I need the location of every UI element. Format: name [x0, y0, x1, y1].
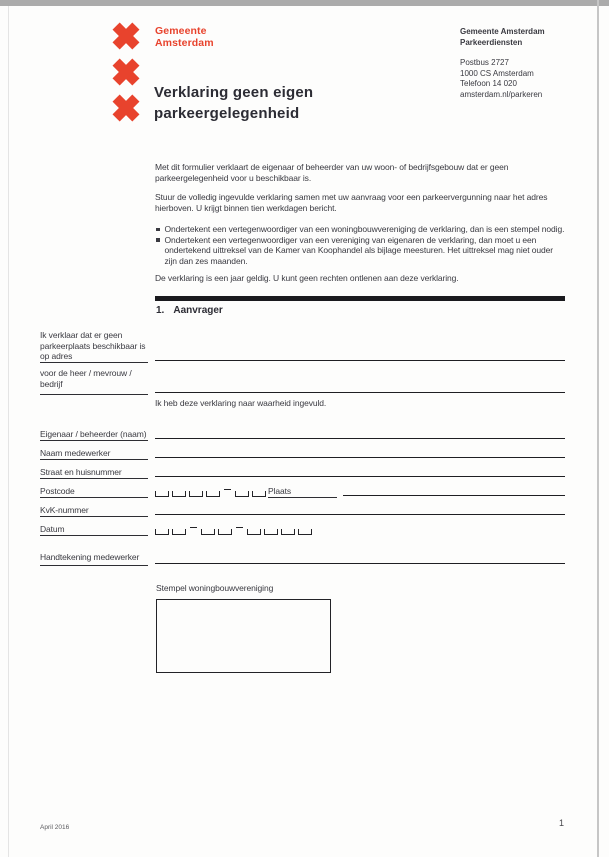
label-underline	[40, 535, 148, 536]
intro-paragraph-1: Met dit formulier verklaart de eigenaar of beheerder van uw woon- of bedrijfsgebouw dat er geen parkeergelegenheid voor u beschikbaar is.	[155, 162, 509, 183]
field-label-signature: Handtekening medewerker	[40, 552, 140, 562]
field-label-stamp: Stempel woningbouwvereniging	[156, 583, 274, 593]
field-label-city: Plaats	[268, 486, 292, 496]
char-box[interactable]	[298, 529, 312, 535]
truth-note: Ik heb deze verklaring naar waarheid ingevuld.	[155, 398, 327, 408]
square-bullet-icon	[156, 228, 160, 232]
label-underline	[40, 565, 148, 566]
char-box[interactable]	[281, 529, 295, 535]
amsterdam-cross-icon	[110, 56, 142, 88]
contact-postcode: 1000 CS Amsterdam	[460, 68, 534, 78]
field-label-date: Datum	[40, 524, 65, 534]
title-line2: parkeergelegenheid	[154, 105, 300, 122]
label-underline	[40, 440, 148, 441]
footer-date: April 2016	[40, 824, 70, 831]
logo-line1: Gemeente	[155, 25, 207, 37]
label-underline	[40, 362, 148, 363]
char-box[interactable]	[218, 529, 232, 535]
title-line1: Verklaring geen eigen	[154, 84, 314, 101]
square-bullet-icon	[156, 238, 160, 242]
field-label-address: Ik verklaar dat er geen parkeerplaats beschikbaar is op adres	[40, 330, 146, 361]
contact-block	[460, 27, 590, 100]
intro-paragraph-3: De verklaring is een jaar geldig. U kunt geen rechten ontlenen aan deze verklaring.	[155, 273, 459, 283]
dash-separator	[190, 527, 197, 528]
char-box[interactable]	[172, 491, 186, 497]
field-label-kvk: KvK-nummer	[40, 505, 89, 515]
address-input-line[interactable]	[155, 360, 565, 361]
label-underline	[40, 394, 148, 395]
page-number: 1	[559, 818, 565, 828]
street-input-line[interactable]	[155, 476, 565, 477]
logo-wordmark	[155, 25, 214, 49]
char-box[interactable]	[206, 491, 220, 497]
section-number: 1.	[156, 305, 165, 316]
section-title: Aanvrager	[173, 305, 223, 316]
label-underline	[268, 497, 337, 498]
field-label-employee: Naam medewerker	[40, 448, 111, 458]
contact-org1: Gemeente Amsterdam	[460, 27, 545, 36]
dash-separator	[224, 489, 231, 490]
section-heading	[156, 305, 223, 316]
char-box[interactable]	[201, 529, 215, 535]
contact-phone: Telefoon 14 020	[460, 79, 517, 88]
label-underline	[40, 516, 148, 517]
owner-input-line[interactable]	[155, 438, 565, 439]
signature-input-line[interactable]	[155, 563, 565, 564]
intro-bullet-list	[155, 224, 567, 266]
bullet-item	[155, 224, 567, 235]
city-input-line[interactable]	[343, 495, 565, 496]
field-label-postcode: Postcode	[40, 486, 75, 496]
logo-line2: Amsterdam	[155, 37, 214, 49]
scan-edge-left	[8, 6, 9, 857]
scan-edge-right	[597, 0, 599, 857]
field-label-applicant: voor de heer / mevrouw / bedrijf	[40, 368, 132, 389]
field-label-owner: Eigenaar / beheerder (naam)	[40, 429, 147, 439]
date-char-boxes[interactable]	[155, 525, 315, 535]
stamp-box[interactable]	[156, 599, 331, 673]
char-box[interactable]	[172, 529, 186, 535]
amsterdam-cross-icon	[110, 92, 142, 124]
label-underline	[40, 478, 148, 479]
applicant-input-line[interactable]	[155, 392, 565, 393]
char-box[interactable]	[155, 491, 169, 497]
char-box[interactable]	[252, 491, 266, 497]
char-box[interactable]	[235, 491, 249, 497]
label-underline	[40, 497, 148, 498]
bullet-text: Ondertekent een vertegenwoordiger van een woningbouwvereniging de verklaring, dan is een stempel nodig.	[164, 224, 565, 234]
bullet-item	[155, 235, 567, 267]
dash-separator	[236, 527, 243, 528]
section-divider-bar	[155, 296, 565, 301]
char-box[interactable]	[247, 529, 261, 535]
postcode-char-boxes[interactable]	[155, 487, 269, 497]
amsterdam-cross-icon	[110, 20, 142, 52]
contact-org2: Parkeerdiensten	[460, 37, 523, 47]
page-title	[154, 82, 313, 124]
scan-edge-top	[0, 0, 609, 6]
contact-url: amsterdam.nl/parkeren	[460, 89, 543, 99]
char-box[interactable]	[264, 529, 278, 535]
intro-paragraph-2: Stuur de volledig ingevulde verklaring samen met uw aanvraag voor een parkeervergunning naar het adres hierboven. U krijgt binnen tien werkdagen bericht.	[155, 192, 548, 213]
kvk-input-line[interactable]	[155, 514, 565, 515]
char-box[interactable]	[155, 529, 169, 535]
employee-input-line[interactable]	[155, 457, 565, 458]
bullet-text: Ondertekent een vertegenwoordiger van een vereniging van eigenaren de verklaring, dan moet u een ondertekend uittreksel van de Kamer van Koophandel als bijlage meesturen. Het uittreksel mag niet ouder zijn dan zes maanden.	[164, 234, 553, 266]
contact-postbus: Postbus 2727	[460, 58, 509, 67]
field-label-street: Straat en huisnummer	[40, 467, 122, 477]
label-underline	[40, 459, 148, 460]
char-box[interactable]	[189, 491, 203, 497]
